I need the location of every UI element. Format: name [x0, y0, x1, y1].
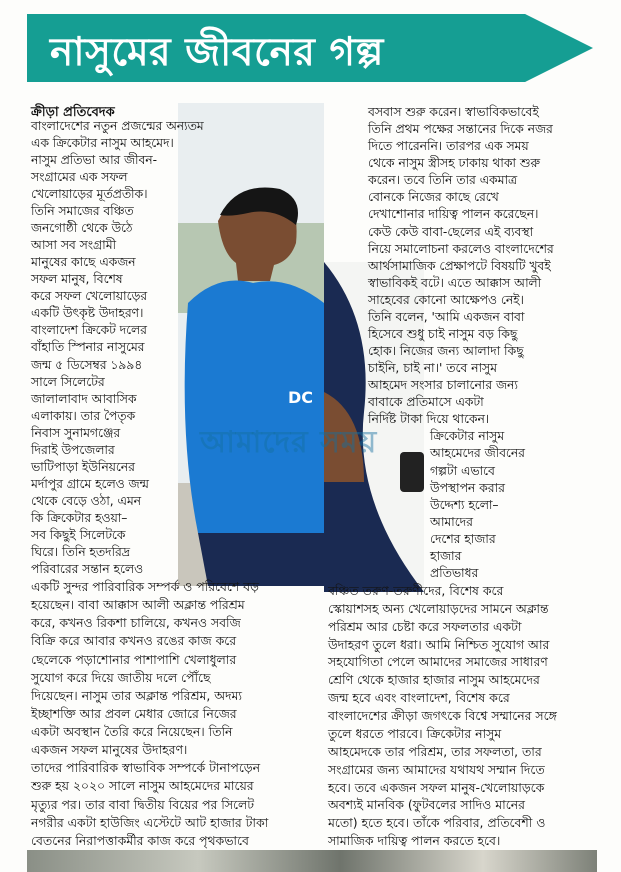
text-line: থেকে নাসুম স্ত্রীসহ ঢাকায় থাকা শুরু [368, 156, 540, 171]
text-line: শ্রেণি থেকে হাজার হাজার নাসুম আহমেদের [328, 672, 540, 688]
text-line: নির্দিষ্ট টাকা দিয়ে থাকেন। [368, 412, 490, 427]
text-line: দেশের হাজার [430, 531, 496, 546]
text-line: আহমেদ সংসার চালানোর জন্য [368, 378, 518, 393]
text-line: পরিশ্রম আর চেষ্টা করে সফলতার একটা [328, 618, 522, 634]
text-line: বাংলাদেশ ক্রিকেট দলের [31, 323, 147, 338]
text-line: এলাকায়। তার পৈতৃক [31, 408, 136, 423]
headline: নাসুমের জীবনের গল্প [50, 30, 384, 75]
text-line: বেতনের নিরাপত্তাকর্মীর কাজ করে পৃথকভাবে [31, 832, 249, 848]
text-line: আহমেদের জীবনের [430, 446, 525, 461]
text-line: এক ক্রিকেটার নাসুম আহমেদ। [31, 136, 174, 151]
text-line: বোনকে নিজের কাছে রেখে [368, 190, 499, 205]
text-line: সংগ্রামের জন্য আমাদের যথাযথ সম্মান দিতে [328, 761, 545, 777]
text-line: স্কোয়াশসহ অন্য খেলোয়াড়দের সামনে অক্লান্ত [328, 600, 549, 616]
text-line: করেন। তবে তিনি তার একমাত্র [368, 173, 518, 188]
text-line: ইচ্ছাশক্তি আর প্রবল মেধার জোরে নিজের [31, 705, 237, 721]
text-line: স্বাভাবিকই বটে। এতে আক্কাস আলী [368, 275, 542, 290]
text-line: সংগ্রামের এক সফল [31, 170, 128, 185]
text-line: পরিবারের সন্তান হলেও [31, 561, 144, 576]
text-line: নাসুম প্রতিভা আর জীবন- [31, 153, 158, 168]
text-line: আমাদের [430, 514, 473, 529]
text-line: চাইনি, চাই না।' তবে নাসুম [368, 361, 497, 376]
text-line: করে সফল খেলোয়াড়ের [31, 289, 147, 304]
svg-text:DC: DC [288, 388, 314, 407]
byline: ক্রীড়া প্রতিবেদক [31, 105, 115, 120]
text-line: মৃত্যুর পর। তার বাবা দ্বিতীয় বিয়ের পর সিলেট [31, 796, 254, 812]
text-line: তাদের পারিবারিক স্বাভাবিক সম্পর্কে টানাপড়েন [31, 760, 261, 776]
text-line: দিরাই উপজেলার [31, 442, 115, 457]
text-line: হাজার [430, 548, 462, 563]
text-line: তিনি বলেন, 'আমি একজন বাবা [368, 309, 525, 324]
text-line: নগরীর একটা হাউজিং এস্টেটে আট হাজার টাকা [31, 814, 269, 830]
text-line: তুলে ধরতে পারবে। ক্রিকেটার নাসুম [328, 725, 502, 741]
text-line: বাংলাদেশের ক্রীড়া জগৎকে বিশ্বে সম্মানের সঙ্গে [328, 708, 557, 724]
text-line: একটি সুন্দর পারিবারিক সম্পর্ক ও পরিবেশে বড় [31, 579, 259, 594]
text-line: একটা অবস্থান তৈরি করে নিয়েছেন। তিনি [31, 724, 233, 740]
text-line: কেউ কেউ বাবা-ছেলের এই ব্যবস্থা [368, 224, 534, 239]
text-line: তিনি সমাজের বঞ্চিত [31, 204, 134, 219]
text-line: সামাজিক দায়িত্ব পালন করতে হবে। [328, 833, 501, 849]
text-line: আর্থসামাজিক প্রেক্ষাপটে বিষয়টি খুবই [368, 258, 551, 273]
text-line: থেকে বেড়ে ওঠা, এমন [31, 493, 141, 508]
text-line: মতো) হতে হবে। তাঁকে পরিবার, প্রতিবেশী ও [328, 815, 546, 831]
text-line: আহমেদকে তার পরিশ্রম, তার সফলতা, তার [328, 743, 542, 759]
text-line: অবশ্যই মানবিক (ফুটবলের সাদিও মানের [328, 797, 525, 813]
text-line: বাংলাদেশের নতুন প্রজন্মের অন্যতম [31, 119, 204, 133]
text-line: উপস্থাপন করার [430, 480, 505, 495]
text-line: ক্রিকেটার নাসুম [430, 429, 505, 444]
text-line: একজন সফল মানুষের উদাহরণ। [31, 742, 188, 758]
text-line: সুযোগ করে দিয়ে জাতীয় দলে পৌঁছে [31, 669, 211, 685]
text-line: বসবাস শুরু করেন। স্বাভাবিকভাবেই [368, 105, 539, 119]
text-line: ঘিরে। তিনি হতদরিদ্র [31, 544, 130, 559]
text-line: হবে। তবে একজন সফল মানুষ-খেলোয়াড়কে [328, 779, 545, 795]
text-line: মানুষের কাছে একজন [31, 255, 136, 270]
watermark: আমাদের সময় [200, 425, 378, 460]
text-line: করে, কখনও রিকশা চালিয়ে, কখনও সবজি [31, 615, 241, 631]
text-line: উদাহরণ তুলে ধরা। আমি নিশ্চিত সুযোগ আর [328, 636, 550, 652]
text-line: সালে সিলেটের [31, 374, 105, 389]
text-line: বিক্রি করে আবার কখনও রঙের কাজ করে [31, 633, 237, 649]
text-line: খেলোয়াড়ের মূর্তপ্রতীক। [31, 187, 148, 202]
text-line: দিয়েছেন। নাসুম তার অক্লান্ত পরিশ্রম, অদম্য [31, 687, 242, 703]
text-line: মর্দাপুর গ্রামে হলেও জন্ম [31, 476, 149, 491]
text-line: জালালাবাদ আবাসিক [31, 391, 137, 406]
text-line: দিতে পারেননি। তারপর এক সময় [368, 139, 529, 154]
text-line: আসা সব সংগ্রামী [31, 238, 117, 253]
text-line: তিনি প্রথম পক্ষের সন্তানের দিকে নজর [368, 122, 553, 137]
player-photo [178, 103, 324, 586]
text-line: প্রতিভাধর [430, 565, 479, 580]
text-line: নিবাস সুনামগঞ্জের [31, 425, 121, 440]
text-line: উদ্দেশ্য হলো– [430, 497, 499, 512]
text-line: হোক। নিজের জন্য আলাদা কিছু [368, 344, 524, 358]
text-line: হয়েছেন। বাবা আক্কাস আলী অক্লান্ত পরিশ্রম [31, 597, 245, 613]
text-line: জনগোষ্ঠী থেকে উঠে [31, 221, 133, 236]
player-photo-graphic [178, 103, 324, 586]
text-line: হিসেবে শুধু চাই নাসুম বড় কিছু [368, 326, 518, 341]
text-line: জন্ম ৫ ডিসেম্বর ১৯৯৪ [31, 357, 143, 372]
text-line: সাহেবের কোনো আক্ষেপও নেই। [368, 292, 524, 307]
text-line: কি ক্রিকেটার হওয়া– [31, 510, 128, 525]
text-line: জন্ম হবে এবং বাংলাদেশ, বিশেষ করে [328, 690, 510, 706]
text-line: নিয়ে সমালোচনা করলেও বাংলাদেশের [368, 241, 554, 256]
text-line: গল্পটা এভাবে [430, 463, 495, 478]
text-line: সহযোগিতা পেলে আমাদের সমাজের সাধারণ [328, 654, 548, 670]
text-line: বাবাকে প্রতিমাসে একটা [368, 395, 484, 410]
text-line: একটি উৎকৃষ্ট উদাহরণ। [31, 306, 144, 321]
text-line: সফল মানুষ, বিশেষ [31, 272, 123, 287]
text-line: দেখাশোনার দায়িত্ব পালন করেছেন। [368, 207, 539, 222]
text-line: বাঁহাতি স্পিনার নাসুমের [31, 340, 145, 355]
text-line: ছেলেকে পড়াশোনার পাশাপাশি খেলাধুলার [31, 651, 237, 667]
text-line: বঞ্চিত তরুণ-তরুণীদের, বিশেষ করে [328, 583, 504, 598]
bottom-photo-strip [27, 850, 597, 872]
text-line: শুরু হয় ২০২০ সালে নাসুম আহমেদের মায়ের [31, 778, 254, 794]
text-line: ভাটিপাড়া ইউনিয়নের [31, 459, 135, 474]
text-line: সব কিছুই সিলেটকে [31, 527, 126, 542]
